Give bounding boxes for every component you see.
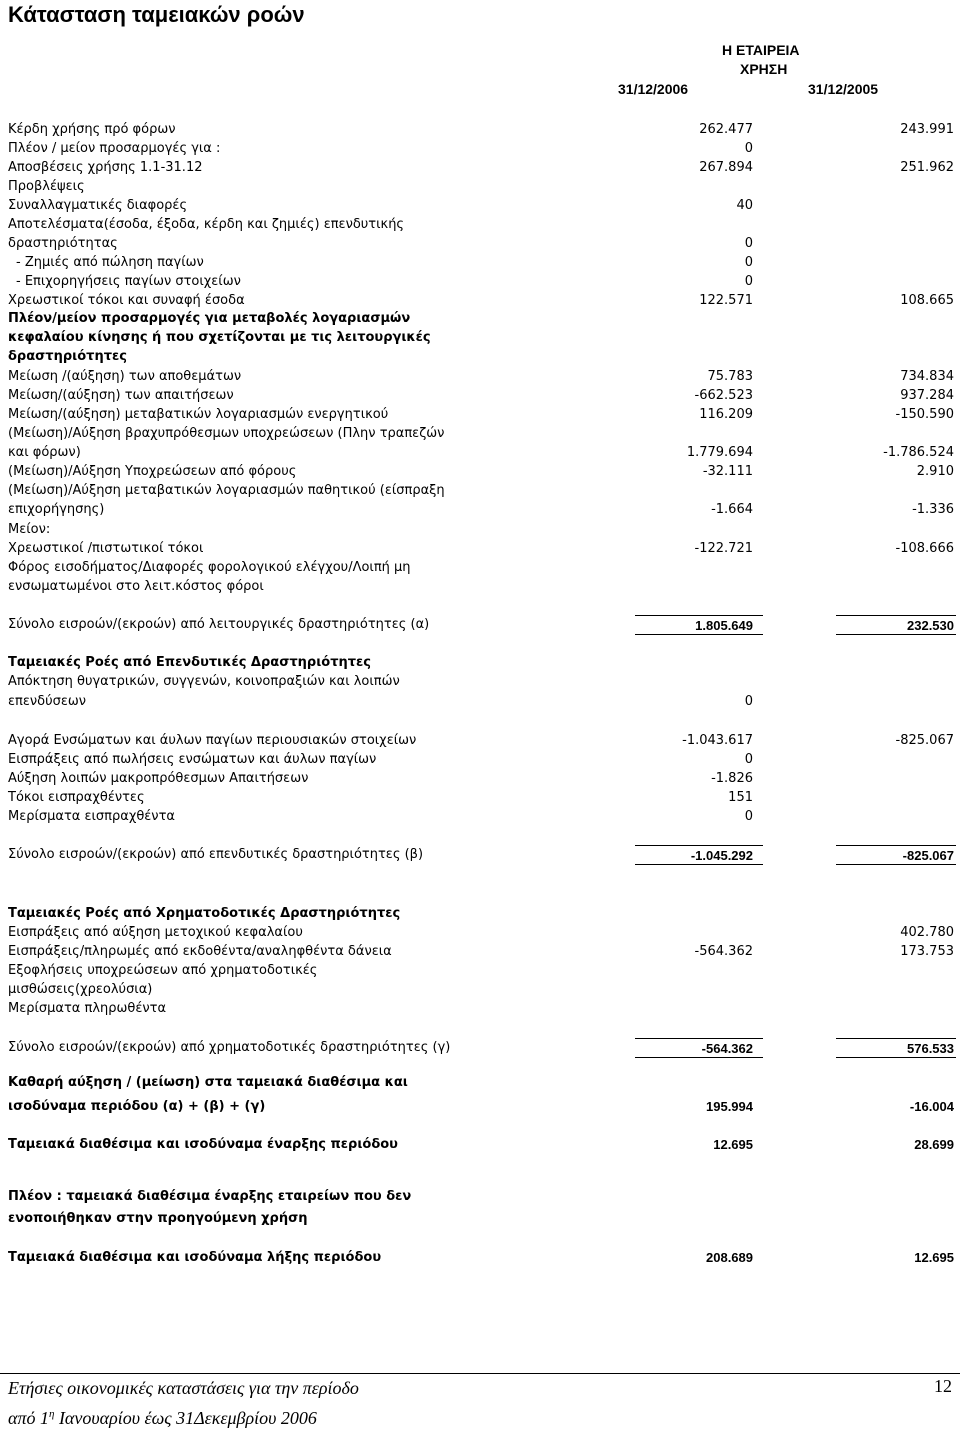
row-label: Εξοφλήσεις υποχρεώσεων από χρηματοδοτικές <box>8 963 318 978</box>
row-label: Μείωση /(αύξηση) των αποθεμάτων <box>8 369 242 384</box>
value-2005: 173.753 <box>900 944 954 959</box>
table-row <box>0 1038 960 1057</box>
row-label: επενδύσεων <box>8 694 87 709</box>
table-row <box>0 367 960 386</box>
value-2006: -662.523 <box>694 388 753 403</box>
value-2006: -1.664 <box>711 502 753 517</box>
row-label: Αγορά Ενσώματων και άυλων παγίων περιουσιακών στοιχείων <box>8 733 417 748</box>
row-label: (Μείωση)/Αύξηση Υποχρεώσεων από φόρους <box>8 464 297 479</box>
value-2006: -32.111 <box>702 464 753 479</box>
table-row <box>0 139 960 158</box>
table-row <box>0 500 960 519</box>
value-2005: -16.004 <box>909 1099 954 1114</box>
row-label: Συναλλαγματικές διαφορές <box>8 198 188 213</box>
table-row <box>0 692 960 711</box>
value-2006: 12.695 <box>713 1137 753 1152</box>
value-2006: 262.477 <box>699 122 753 137</box>
table-row <box>0 923 960 942</box>
value-2005: -1.336 <box>912 502 954 517</box>
table-row <box>0 120 960 139</box>
value-2005: 576.533 <box>836 1038 956 1058</box>
value-2006: -564.362 <box>635 1038 763 1058</box>
table-row <box>0 215 960 234</box>
row-label: δραστηριότητες <box>8 349 127 364</box>
value-2005: 734.834 <box>900 369 954 384</box>
value-2005: 232.530 <box>836 615 956 635</box>
table-row <box>0 272 960 291</box>
value-2006: 0 <box>744 694 753 709</box>
row-label: Μείωση/(αύξηση) των απαιτήσεων <box>8 388 234 403</box>
value-2005: 402.780 <box>900 925 954 940</box>
table-row <box>0 980 960 999</box>
table-row <box>0 653 960 672</box>
table-row <box>0 462 960 481</box>
row-label: (Μείωση)/Αύξηση βραχυπρόθεσμων υποχρεώσεων (Πλην τραπεζών <box>8 426 445 441</box>
row-label: Μείωση/(αύξηση) μεταβατικών λογαριασμών ενεργητικού <box>8 407 389 422</box>
row-label: Σύνολο εισροών/(εκροών) από λειτουργικές δραστηριότητες (α) <box>8 617 430 632</box>
table-row <box>0 1097 960 1116</box>
table-row <box>0 999 960 1018</box>
row-label: Εισπράξεις/πληρωμές από εκδοθέντα/αναληφθέντα δάνεια <box>8 944 392 959</box>
value-2005: -825.067 <box>836 845 956 865</box>
footer-line1: Ετήσιες οικονομικές καταστάσεις για την περίοδο <box>8 1378 359 1398</box>
row-label: Τόκοι εισπραχθέντες <box>8 790 145 805</box>
value-2006: 0 <box>744 809 753 824</box>
value-2005: 243.991 <box>900 122 954 137</box>
row-label: (Μείωση)/Αύξηση μεταβατικών λογαριασμών παθητικού (είσπραξη <box>8 483 445 498</box>
value-2006: 0 <box>744 255 753 270</box>
value-2006: -1.826 <box>711 771 753 786</box>
table-row <box>0 253 960 272</box>
value-2006: 40 <box>736 198 753 213</box>
table-row <box>0 481 960 500</box>
row-label: Προβλέψεις <box>8 179 85 194</box>
value-2005: -108.666 <box>895 541 954 556</box>
footer-line2: από $1^\eta$ Ιανουαρίου έως 31Δεκεμβρίου 2006 <box>8 1408 317 1428</box>
value-2006: 0 <box>744 274 753 289</box>
row-label: Καθαρή αύξηση / (μείωση) στα ταμειακά διαθέσιμα και <box>8 1075 408 1090</box>
table-row <box>0 615 960 634</box>
table-row <box>0 196 960 215</box>
period-header: ΧΡΗΣΗ <box>740 61 788 77</box>
table-row <box>0 1073 960 1092</box>
page-number: 12 <box>934 1376 952 1396</box>
col1-header: 31/12/2006 <box>618 81 689 97</box>
row-label: Αποτελέσματα(έσοδα, έξοδα, κέρδη και ζημιές) επενδυτικής <box>8 217 405 232</box>
value-2006: 1.779.694 <box>686 445 753 460</box>
value-2006: -122.721 <box>694 541 753 556</box>
table-row <box>0 234 960 253</box>
value-2006: 195.994 <box>706 1099 753 1114</box>
row-label: Πλέον/μείον προσαρμογές για μεταβολές λογαριασμών <box>8 311 411 326</box>
table-row <box>0 750 960 769</box>
row-label: Χρεωστικοί τόκοι και συναφή έσοδα <box>8 293 245 308</box>
table-row <box>0 942 960 961</box>
value-2005: -150.590 <box>895 407 954 422</box>
value-2006: 116.209 <box>699 407 753 422</box>
row-label: Αύξηση λοιπών μακροπρόθεσμων Απαιτήσεων <box>8 771 309 786</box>
row-label: Πλέον : ταμειακά διαθέσιμα έναρξης εταιρείων που δεν <box>8 1189 412 1204</box>
table-row <box>0 558 960 577</box>
value-2005: 108.665 <box>900 293 954 308</box>
value-2005: 2.910 <box>916 464 954 479</box>
footer-divider <box>0 1373 960 1374</box>
row-label: ενσωματωμένοι στο λειτ.κόστος φόροι <box>8 579 264 594</box>
value-2005: 251.962 <box>900 160 954 175</box>
row-label: Μερίσματα εισπραχθέντα <box>8 809 175 824</box>
table-row <box>0 1248 960 1267</box>
table-row <box>0 177 960 196</box>
row-label: μισθώσεις(χρεολύσια) <box>8 982 153 997</box>
table-row <box>0 291 960 310</box>
table-row <box>0 731 960 750</box>
value-2005: 12.695 <box>914 1250 954 1265</box>
table-row <box>0 443 960 462</box>
value-2005: 937.284 <box>900 388 954 403</box>
value-2006: 75.783 <box>707 369 753 384</box>
row-label: Πλέον / μείον προσαρμογές για : <box>8 141 221 156</box>
row-label: Μερίσματα πληρωθέντα <box>8 1001 167 1016</box>
value-2005: -825.067 <box>895 733 954 748</box>
table-row <box>0 158 960 177</box>
table-row <box>0 845 960 864</box>
table-row <box>0 961 960 980</box>
table-row <box>0 1209 960 1228</box>
row-label: Σύνολο εισροών/(εκροών) από επενδυτικές δραστηριότητες (β) <box>8 847 424 862</box>
row-label: κεφαλαίου κίνησης ή που σχετίζονται με τις λειτουργικές <box>8 330 431 345</box>
value-2005: 28.699 <box>914 1137 954 1152</box>
row-label: Αποσβέσεις χρήσης 1.1-31.12 <box>8 160 203 175</box>
value-2006: 0 <box>744 236 753 251</box>
row-label: Ταμειακές Ροές από Επενδυτικές Δραστηριότητες <box>8 655 371 670</box>
row-label: Σύνολο εισροών/(εκροών) από χρηματοδοτικές δραστηριότητες (γ) <box>8 1040 451 1055</box>
row-label: - Επιχορηγήσεις παγίων στοιχείων <box>16 274 241 289</box>
row-label: Απόκτηση θυγατρικών, συγγενών, κοινοπραξιών και λοιπών <box>8 674 400 689</box>
table-row <box>0 1135 960 1154</box>
table-row <box>0 328 960 347</box>
company-header: Η ΕΤΑΙΡΕΙΑ <box>722 42 800 58</box>
row-label: Ταμειακά διαθέσιμα και ισοδύναμα έναρξης περιόδου <box>8 1137 398 1152</box>
value-2006: -1.043.617 <box>682 733 753 748</box>
table-row <box>0 1187 960 1206</box>
table-row <box>0 788 960 807</box>
value-2006: 0 <box>744 141 753 156</box>
value-2006: 151 <box>728 790 753 805</box>
row-label: δραστηριότητας <box>8 236 118 251</box>
value-2006: -1.045.292 <box>635 845 763 865</box>
table-row <box>0 577 960 596</box>
table-row <box>0 309 960 328</box>
row-label: Εισπράξεις από αύξηση μετοχικού κεφαλαίου <box>8 925 303 940</box>
row-label: και φόρων) <box>8 445 81 460</box>
table-row <box>0 807 960 826</box>
row-label: ενοποιήθηκαν στην προηγούμενη χρήση <box>8 1211 308 1226</box>
row-label: Μείον: <box>8 522 51 537</box>
row-label: - Ζημιές από πώληση παγίων <box>16 255 204 270</box>
table-row <box>0 386 960 405</box>
row-label: Φόρος εισοδήματος/Διαφορές φορολογικού ελέγχου/Λοιπή μη <box>8 560 411 575</box>
table-row <box>0 904 960 923</box>
col2-header: 31/12/2005 <box>808 81 879 97</box>
value-2006: -564.362 <box>694 944 753 959</box>
row-label: Χρεωστικοί /πιστωτικοί τόκοι <box>8 541 204 556</box>
row-label: ισοδύναμα περιόδου (α) + (β) + (γ) <box>8 1099 266 1114</box>
row-label: Εισπράξεις από πωλήσεις ενσώματων και άυλων παγίων <box>8 752 377 767</box>
table-row <box>0 769 960 788</box>
value-2006: 1.805.649 <box>635 615 763 635</box>
value-2006: 122.571 <box>699 293 753 308</box>
value-2005: -1.786.524 <box>883 445 954 460</box>
table-row <box>0 347 960 366</box>
row-label: επιχορήγησης) <box>8 502 105 517</box>
page-title: Κάτασταση ταμειακών ροών <box>8 2 305 27</box>
row-label: Κέρδη χρήσης πρό φόρων <box>8 122 176 137</box>
value-2006: 0 <box>744 752 753 767</box>
table-row <box>0 539 960 558</box>
value-2006: 267.894 <box>699 160 753 175</box>
table-row <box>0 405 960 424</box>
table-row <box>0 424 960 443</box>
row-label: Ταμειακές Ροές από Χρηματοδοτικές Δραστηριότητες <box>8 906 401 921</box>
table-row <box>0 520 960 539</box>
value-2006: 208.689 <box>706 1250 753 1265</box>
table-row <box>0 672 960 691</box>
row-label: Ταμειακά διαθέσιμα και ισοδύναμα λήξης περιόδου <box>8 1250 382 1265</box>
